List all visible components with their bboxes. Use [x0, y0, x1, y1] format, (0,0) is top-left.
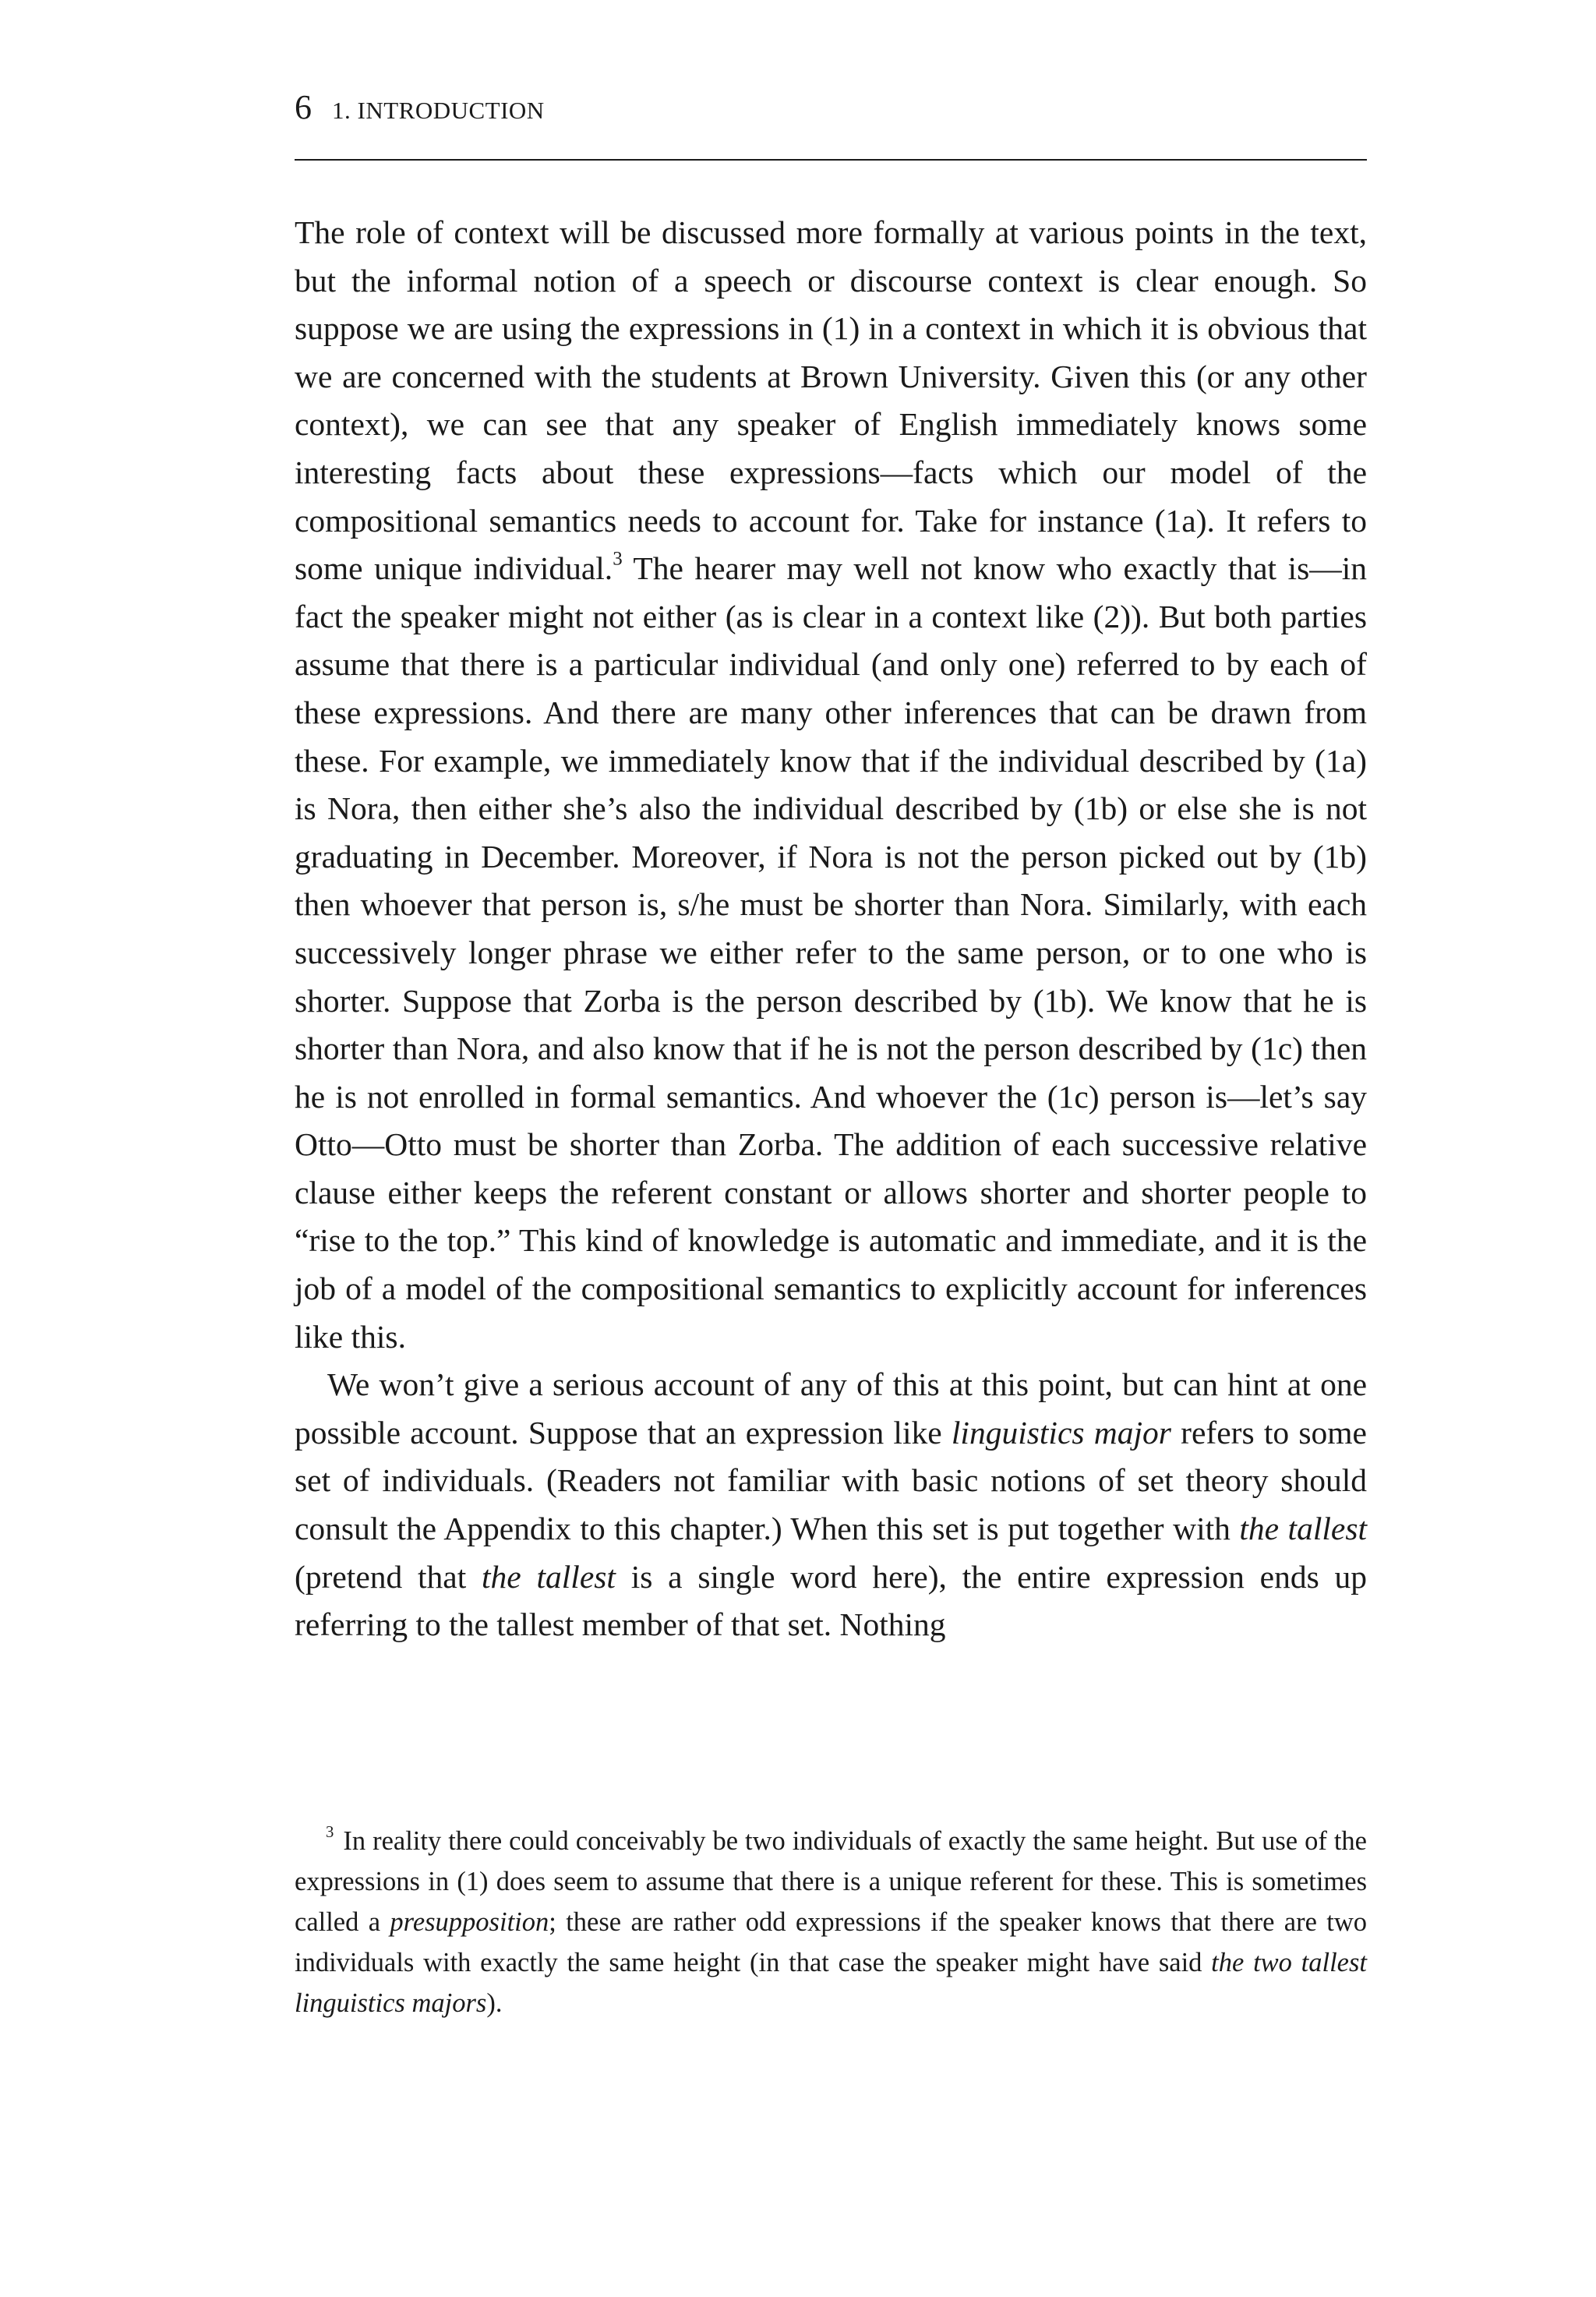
paragraph-2-text-b: refers to some set of individuals. (Readers not familiar with basic notions of set theory should consult the Appendix to this chapter.) When this set is put together with — [295, 1414, 1367, 1547]
footnote — [295, 1821, 1367, 2023]
footnote-mark: 3 — [326, 1824, 334, 1842]
page-number: 6 — [295, 88, 312, 126]
italic-term-presupposition: presupposition — [390, 1907, 549, 1937]
italic-phrase-two-tallest: the two tallest linguistics majors — [295, 1948, 1367, 2018]
footnote-text-b: ; these are rather odd expressions if the speaker knows that there are two individuals with exactly the same height (in that case the speaker might have said — [295, 1907, 1368, 1977]
paragraph-1 — [295, 209, 1367, 1361]
footnote-3 — [295, 1821, 1367, 2023]
footnote-text-a: In reality there could conceivably be two individuals of exactly the same height. But use of the expressions in (1) does seem to assume that there is a unique referent for these. This is sometimes called a — [295, 1826, 1367, 1937]
italic-term-linguistics-major: linguistics major — [951, 1414, 1171, 1451]
footnote-text-c: ). — [486, 1988, 503, 2018]
footnote-reference: 3 — [613, 548, 623, 570]
paragraph-2-text-a: We won’t give a serious account of any of this at this point, but can hint at one possible account. Suppose that an expression like — [295, 1366, 1367, 1451]
paragraph-1-text-b: The hearer may well not know who exactly that is—in fact the speaker might not either (as is clear in a context like (2)). But both parties assume that there is a particular individual (and only one) referred to by each of these expressions. And there are many other inferences that can be drawn from these. For example, we immediately know that if the individual described by (1a) is Nora, then either she’s also the individual described by (1b) or else she is not graduating in December. Moreover, if Nora is not the person picked out by (1b) then whoever that person is, s/he must be shorter than Nora. Similarly, with each successively longer phrase we either refer to the same person, or to one who is shorter. Suppose that Zorba is the person described by (1b). We know that he is shorter than Nora, and also know that if he is not the person described by (1c) then he is not enrolled in formal semantics. And whoever the (1c) person is—let’s say Otto—Otto must be shorter than Zorba. The addition of each successive relative clause either keeps the referent constant or allows shorter and shorter people to “rise to the top.” This kind of knowledge is automatic and immediate, and it is the job of a model of the compositional semantics to explicitly account for inferences like this. — [295, 550, 1368, 1355]
chapter-title: 1. INTRODUCTION — [332, 97, 545, 124]
italic-term-the-tallest: the tallest — [1239, 1511, 1367, 1547]
body-text — [295, 209, 1367, 1649]
header-rule — [295, 159, 1367, 161]
italic-term-the-tallest-2: the tallest — [482, 1558, 616, 1595]
book-page — [295, 0, 1367, 2297]
paragraph-2-text-d: is a single word here), the entire expression ends up referring to the tallest member of that set. Nothing — [295, 1558, 1367, 1643]
paragraph-2-text-c: (pretend that — [295, 1558, 482, 1595]
paragraph-2 — [295, 1361, 1367, 1649]
paragraph-1-text-a: The role of context will be discussed more formally at various points in the text, but the informal notion of a speech or discourse context is clear enough. So suppose we are using the expressions in (1) in a context in which it is obvious that we are concerned with the students at Brown University. Given this (or any other context), we can see that any speaker of English immediately knows some interesting facts about these expressions—facts which our model of the compositional semantics needs to account for. Take for instance (1a). It refers to some unique individual. — [295, 214, 1367, 587]
running-head — [295, 87, 1367, 131]
